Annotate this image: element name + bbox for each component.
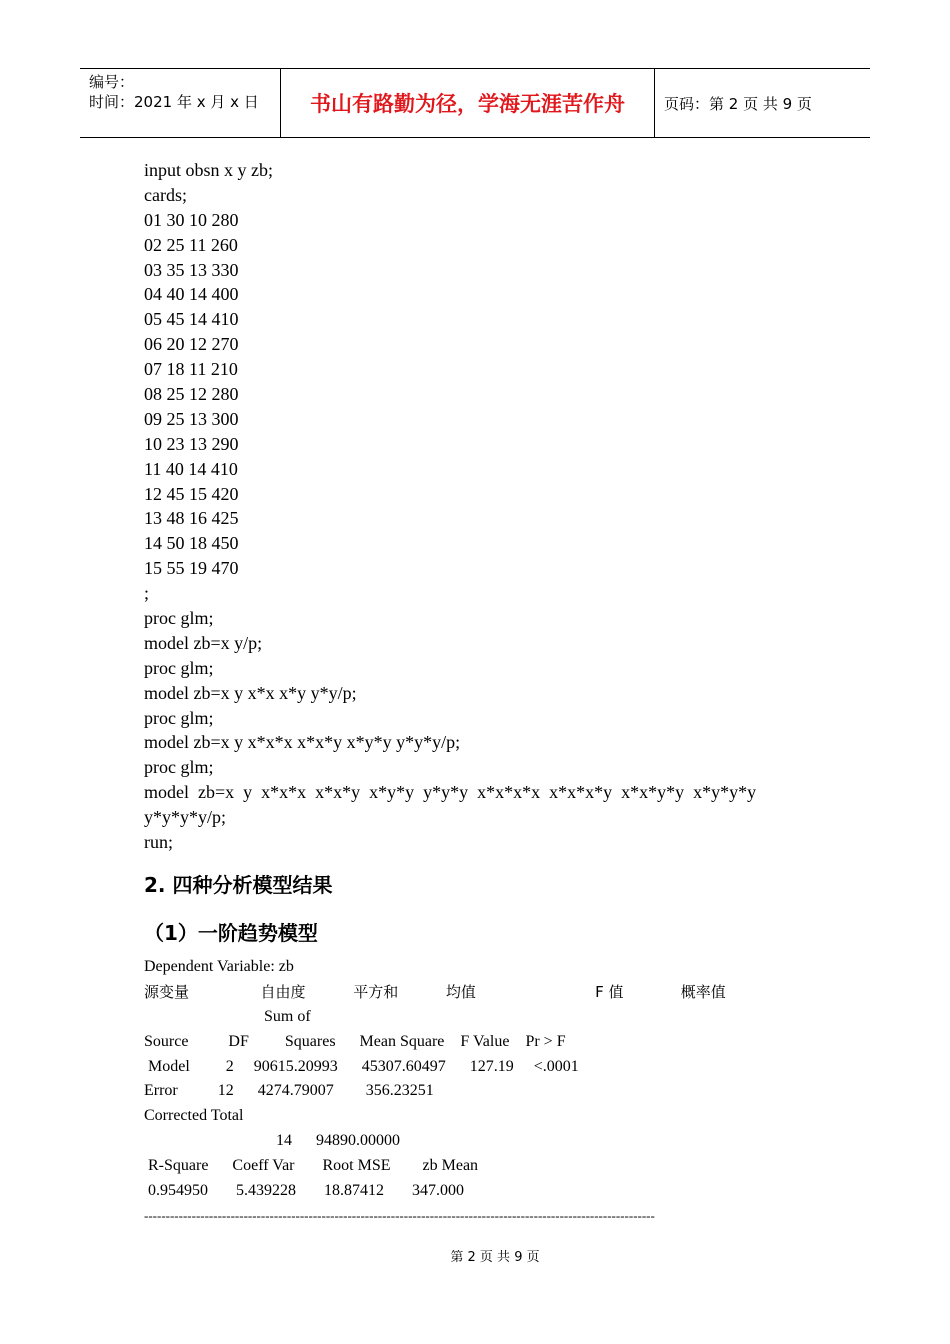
code-line: model zb=x y x*x*x x*x*y x*y*y y*y*y x*x*x*x x*x*x*y x*x*y*y x*y*y*y bbox=[144, 782, 757, 803]
code-line: 06 20 12 270 bbox=[144, 334, 239, 355]
code-line: model zb=x y/p; bbox=[144, 632, 263, 653]
header-page-info: 页码：第 2 页 共 9 页 bbox=[664, 94, 812, 113]
code-line: proc glm; bbox=[144, 757, 214, 778]
code-line: 15 55 19 470 bbox=[144, 558, 239, 579]
code-line: 11 40 14 410 bbox=[144, 458, 238, 479]
code-line: 04 40 14 400 bbox=[144, 284, 239, 305]
code-line: input obsn x y zb; bbox=[144, 160, 273, 180]
code-line: y*y*y*y/p; bbox=[144, 807, 227, 828]
code-line: 02 25 11 260 bbox=[144, 234, 238, 255]
fit-stats-header: R-Square Coeff Var Root MSE zb Mean bbox=[144, 1157, 479, 1175]
code-line: 09 25 13 300 bbox=[144, 408, 239, 429]
code-line: 08 25 12 280 bbox=[144, 384, 239, 405]
fit-stats-row: 0.954950 5.439228 18.87412 347.000 bbox=[144, 1181, 464, 1199]
code-line: 05 45 14 410 bbox=[144, 309, 239, 330]
page-header bbox=[80, 68, 870, 138]
document-body bbox=[144, 158, 824, 1229]
code-line: model zb=x y x*x*x x*x*y x*y*y y*y*y/p; bbox=[144, 732, 461, 753]
code-line: 01 30 10 280 bbox=[144, 209, 239, 230]
dependent-variable-line: Dependent Variable: zb bbox=[144, 957, 294, 975]
anova-model-row: Model 2 90615.20993 45307.60497 127.19 <.0001 bbox=[144, 1057, 579, 1075]
section-title: 2. 四种分析模型结果 bbox=[144, 872, 333, 897]
dashed-divider: ---------------------------------------------------------------------------------------------------------------------- bbox=[144, 1207, 655, 1223]
code-line: model zb=x y x*x x*y y*y/p; bbox=[144, 682, 357, 703]
code-line: proc glm; bbox=[144, 608, 214, 629]
subsection-title: （1）一阶趋势模型 bbox=[144, 920, 318, 945]
header-meta bbox=[80, 69, 281, 137]
code-line: 13 48 16 425 bbox=[144, 508, 239, 529]
chinese-header-line: 源变量 自由度 平方和 均值 F 值 概率值 bbox=[144, 982, 726, 1001]
glm-output bbox=[144, 955, 824, 1229]
code-line: 03 35 13 330 bbox=[144, 259, 239, 280]
code-line: 10 23 13 290 bbox=[144, 433, 239, 454]
code-line: 07 18 11 210 bbox=[144, 359, 238, 380]
document-date-label: 时间：2021 年 x 月 x 日 bbox=[89, 93, 259, 111]
sas-code-block bbox=[144, 158, 824, 855]
code-line: proc glm; bbox=[144, 707, 214, 728]
header-motto: 书山有路勤为径，学海无涯苦作舟 bbox=[281, 69, 655, 137]
code-line: run; bbox=[144, 832, 173, 853]
code-line: cards; bbox=[144, 184, 187, 205]
anova-error-row: Error 12 4274.79007 356.23251 bbox=[144, 1082, 434, 1100]
corrected-total-label: Corrected Total bbox=[144, 1107, 244, 1125]
document-number-label: 编号： bbox=[89, 73, 135, 91]
page-footer: 第 2 页 共 9 页 bbox=[450, 1250, 540, 1265]
anova-column-header: Source DF Squares Mean Square F Value Pr > F bbox=[144, 1032, 566, 1050]
sum-of-line: Sum of bbox=[144, 1007, 311, 1025]
anova-total-row: 14 94890.00000 bbox=[144, 1132, 400, 1150]
code-line: ; bbox=[144, 583, 150, 604]
code-line: proc glm; bbox=[144, 657, 214, 678]
code-line: 12 45 15 420 bbox=[144, 483, 239, 504]
code-line: 14 50 18 450 bbox=[144, 533, 239, 554]
